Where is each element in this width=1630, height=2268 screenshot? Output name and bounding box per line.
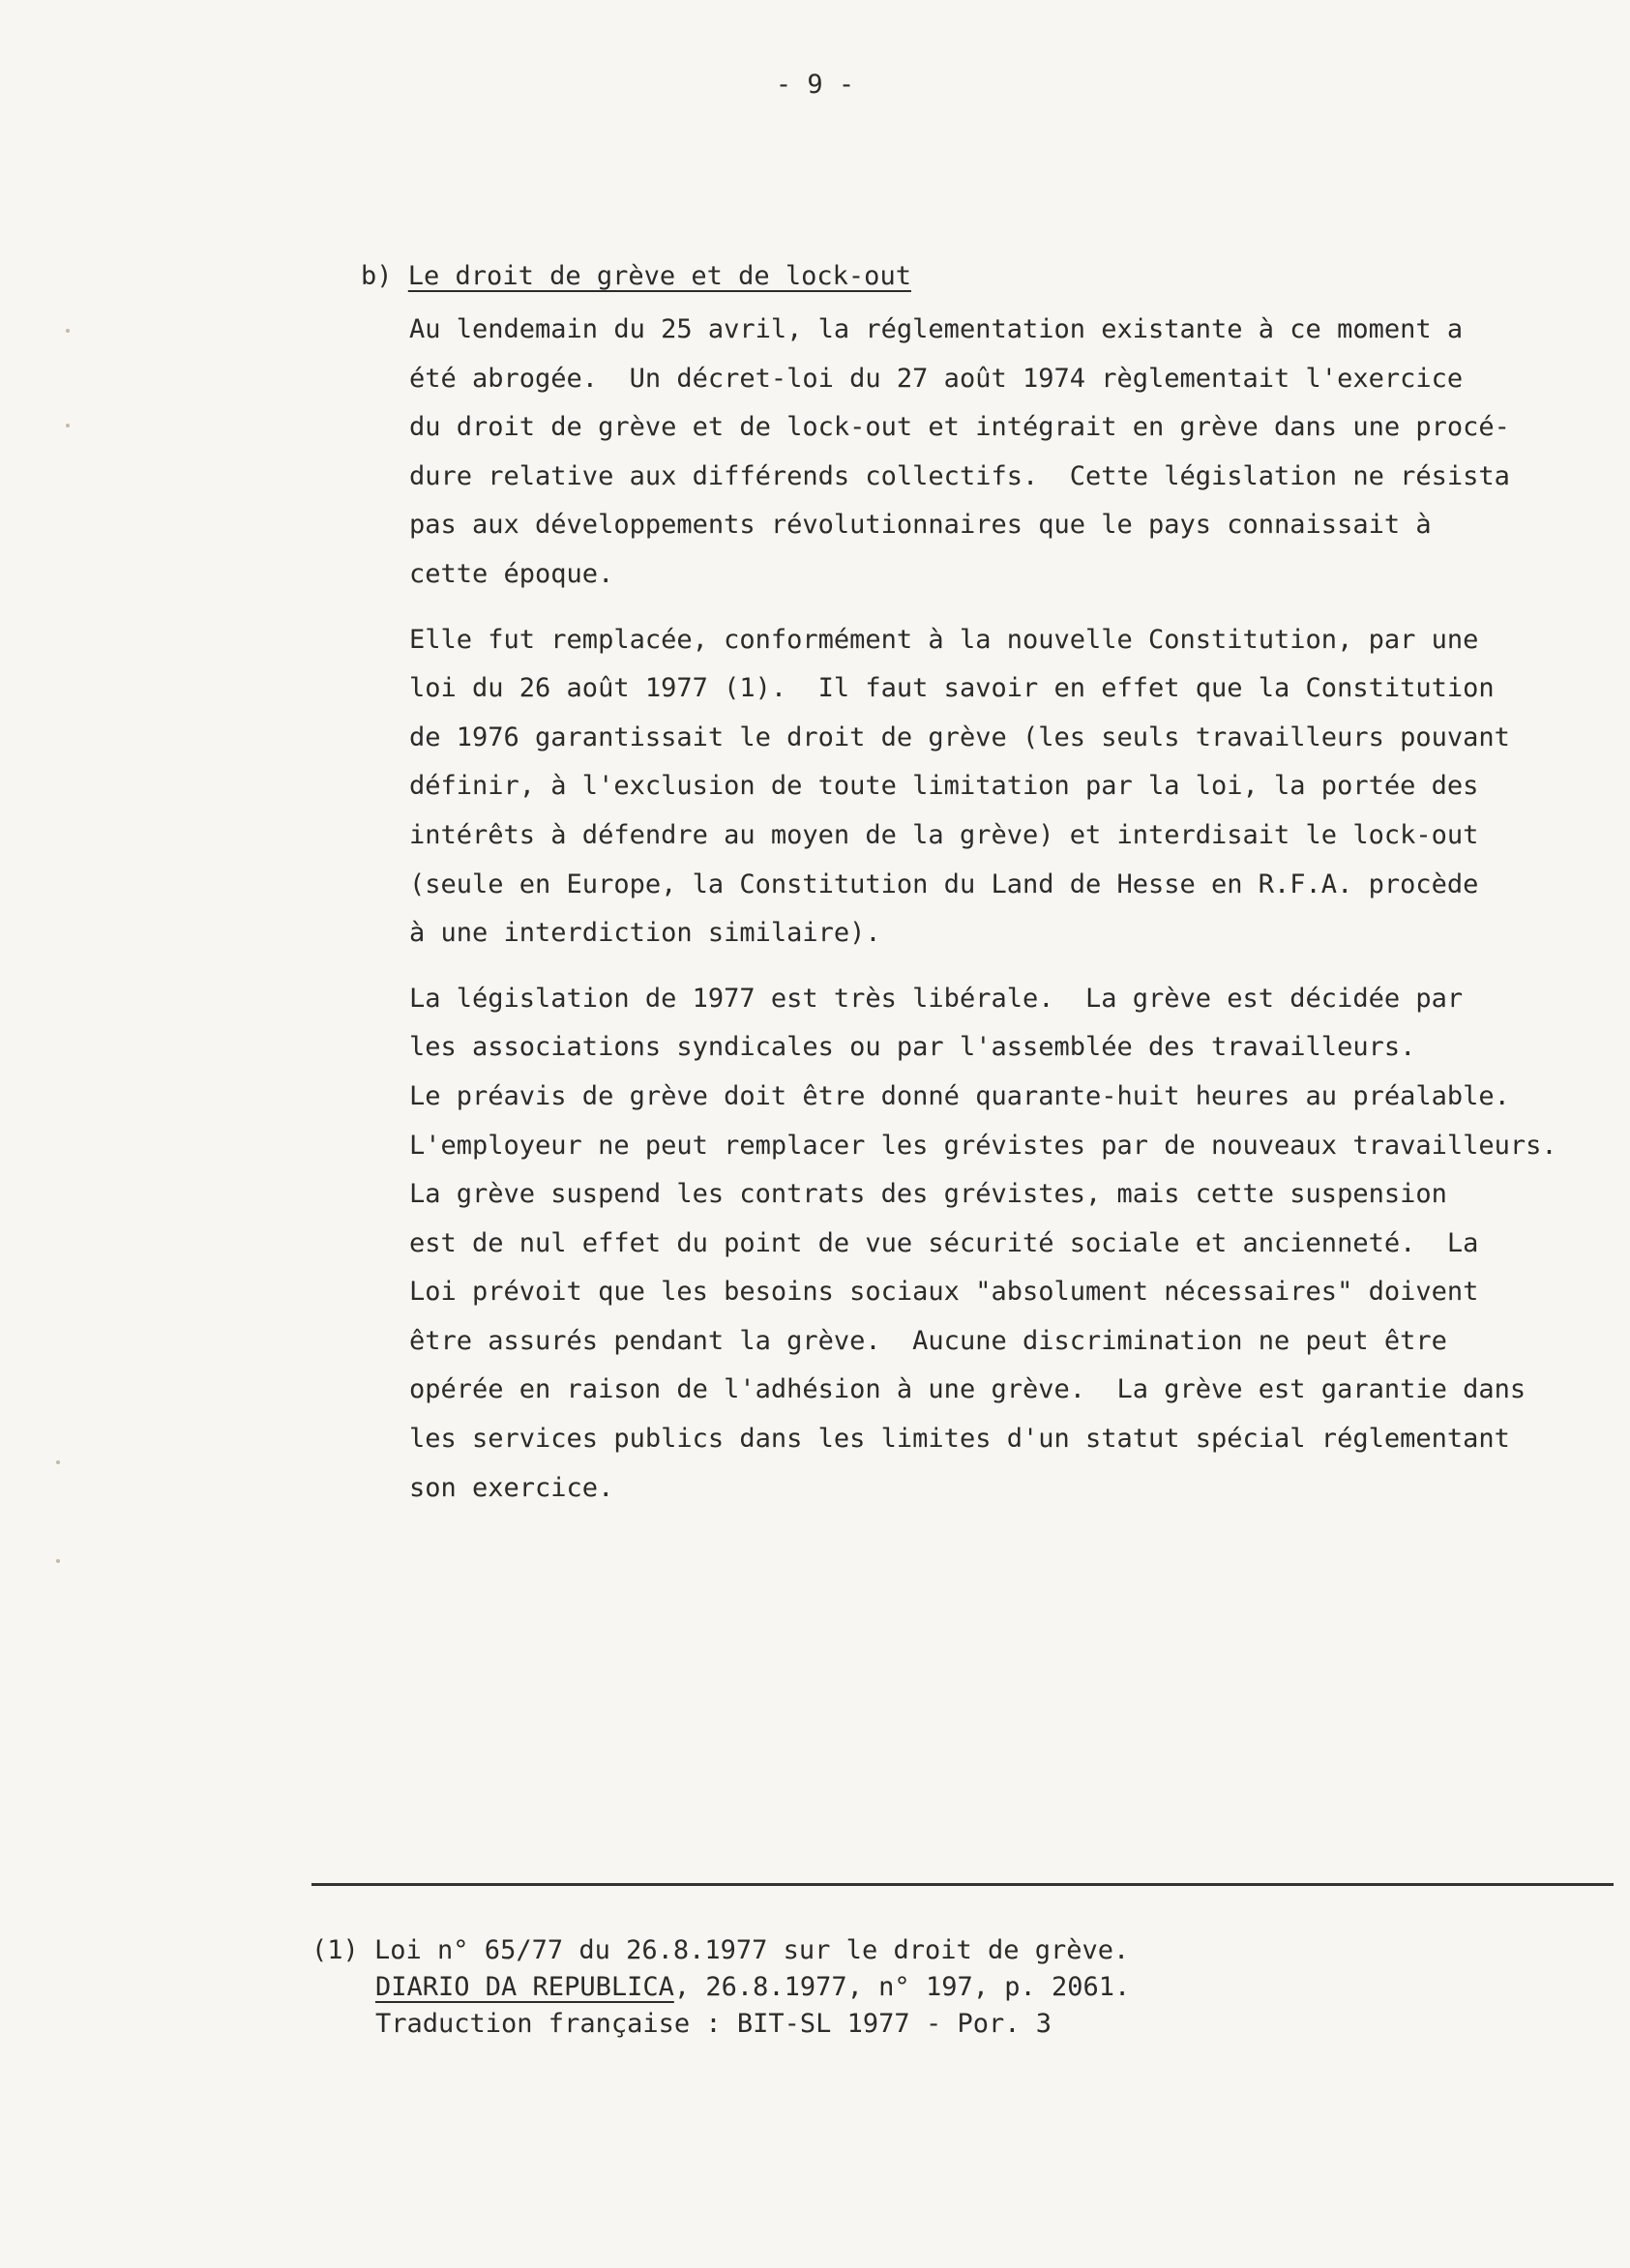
text-line: La législation de 1977 est très libérale. La grève est décidée par	[409, 983, 1464, 1014]
footnote-line-1: (1) Loi n° 65/77 du 26.8.1977 sur le droit de grève.	[311, 1935, 1130, 1965]
footnote-line-3: Traduction française : BIT-SL 1977 - Por. 3	[375, 2009, 1052, 2039]
text-line: La grève suspend les contrats des grévistes, mais cette suspension	[409, 1179, 1447, 1210]
text-line: Elle fut remplacée, conformément à la nouvelle Constitution, par une	[409, 624, 1479, 655]
footnote-divider	[311, 1883, 1614, 1886]
text-line: être assurés pendant la grève. Aucune discrimination ne peut être	[409, 1325, 1447, 1356]
text-line: cette époque.	[409, 558, 614, 589]
section-body	[361, 261, 1618, 1513]
text-line: est de nul effet du point de vue sécurité sociale et ancienneté. La	[409, 1227, 1479, 1258]
text-line: intérêts à défendre au moyen de la grève) et interdisait le lock-out	[409, 819, 1479, 850]
text-line: à une interdiction similaire).	[409, 918, 881, 949]
section-heading	[361, 261, 1618, 306]
text-line: Loi prévoit que les besoins sociaux "absolument nécessaires" doivent	[409, 1277, 1479, 1308]
footnote	[311, 1932, 1598, 2043]
footnote-journal-title: DIARIO DA REPUBLICA	[375, 1972, 674, 2002]
text-line: son exercice.	[409, 1472, 614, 1503]
text-line: L'employeur ne peut remplacer les grévistes par de nouveaux travailleurs.	[409, 1130, 1557, 1161]
paragraph-3	[409, 975, 1618, 1514]
section-title: Le droit de grève et de lock-out	[407, 261, 911, 291]
text-line: du droit de grève et de lock-out et intégrait en grève dans une procé-	[409, 412, 1510, 443]
text-line: définir, à l'exclusion de toute limitation par la loi, la portée des	[409, 771, 1479, 802]
paragraph-2	[409, 616, 1618, 958]
text-line: pas aux développements révolutionnaires que le pays connaissait à	[409, 510, 1432, 541]
text-line: opérée en raison de l'adhésion à une grève. La grève est garantie dans	[409, 1374, 1526, 1405]
text-line: les services publics dans les limites d'un statut spécial réglementant	[409, 1424, 1510, 1455]
text-line: les associations syndicales ou par l'assemblée des travailleurs.	[409, 1032, 1416, 1063]
footnote-citation: , 26.8.1977, n° 197, p. 2061.	[673, 1972, 1131, 2002]
page-number: - 9 -	[775, 70, 855, 100]
footnote-line-2	[311, 1969, 1598, 2006]
section-prefix: b)	[361, 261, 408, 291]
text-line: Au lendemain du 25 avril, la réglementation existante à ce moment a	[409, 314, 1464, 344]
text-line: (seule en Europe, la Constitution du Land de Hesse en R.F.A. procède	[409, 869, 1479, 899]
text-line: loi du 26 août 1977 (1). Il faut savoir en effet que la Constitution	[409, 673, 1495, 704]
text-line: de 1976 garantissait le droit de grève (les seuls travailleurs pouvant	[409, 722, 1510, 752]
paragraph-1	[409, 306, 1618, 600]
text-line: dure relative aux différends collectifs. Cette législation ne résista	[409, 460, 1510, 491]
text-line: été abrogée. Un décret-loi du 27 août 1974 règlementait l'exercice	[409, 363, 1464, 394]
text-line: Le préavis de grève doit être donné quarante-huit heures au préalable.	[409, 1080, 1510, 1111]
